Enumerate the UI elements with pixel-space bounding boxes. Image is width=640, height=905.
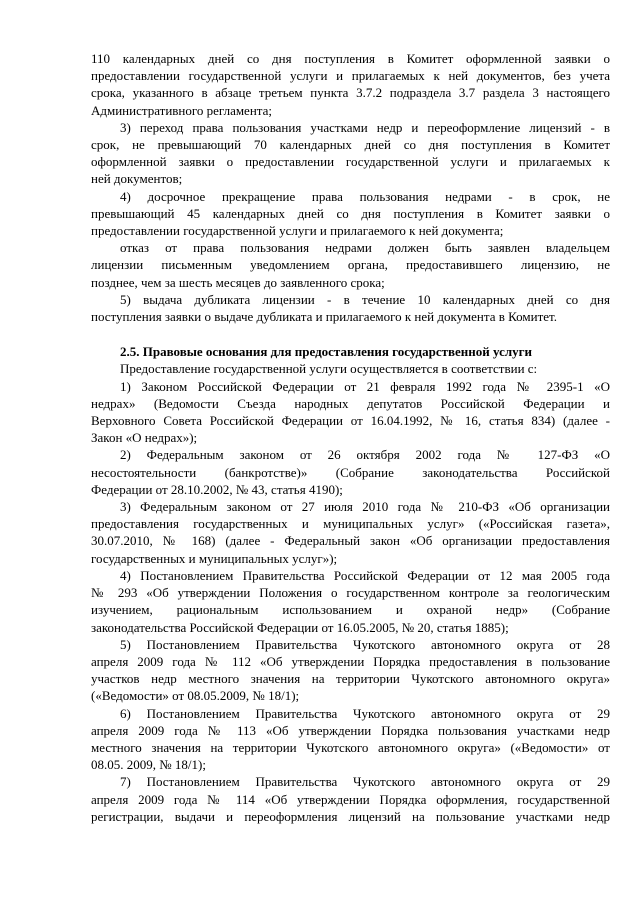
text-line: Предоставление государственной услуги осуществляется в соответствии с: [120, 361, 538, 377]
paragraph-intro [91, 360, 610, 377]
text-line: местного значения на территории Чукотского автономного округа» («Ведомости» от [91, 739, 610, 755]
text-line: Федерации от 28.10.2002, № 43, статья 4190); [91, 481, 343, 497]
text-line: 2) Федеральным законом от 26 октября 2002 года № 127-ФЗ «О [120, 447, 610, 463]
paragraph-law-item-1 [91, 378, 610, 447]
top-text-block [91, 50, 610, 325]
paragraph-item-5 [91, 291, 610, 325]
text-line: 5) выдача дубликата лицензии - в течение 10 календарных дней со дня [120, 291, 610, 307]
paragraph-law-item-3 [91, 498, 610, 567]
text-line: предоставления государственных и муниципальных услуг» («Российская газета», [91, 516, 610, 532]
text-line: («Ведомости» от 08.05.2009, № 18/1); [91, 688, 300, 704]
text-line: 6) Постановлением Правительства Чукотского автономного округа от 29 [120, 705, 610, 721]
paragraph-law-item-2 [91, 446, 610, 498]
text-line: изучением, рациональным использованием и охраной недр» (Собрание [91, 602, 610, 618]
text-line: регистрации, выдачи и переоформления лицензий на пользование участками недр [91, 808, 610, 824]
text-line: 08.05. 2009, № 18/1); [91, 757, 206, 773]
paragraph-law-item-7 [91, 773, 610, 825]
text-line: 30.07.2010, № 168) (далее - Федеральный закон «Об организации предоставления [91, 533, 610, 549]
text-line: превышающий 45 календарных дней со дня поступления в Комитет заявки о [91, 205, 610, 221]
text-line: 3) переход права пользования участками недр и переоформление лицензий - в [120, 119, 610, 135]
text-line: 110 календарных дней со дня поступления в Комитет оформленной заявки о [91, 51, 610, 66]
paragraph-item-4 [91, 188, 610, 240]
text-line: апреля 2009 года № 112 «Об утверждении Порядка предоставления в пользование [91, 653, 610, 669]
text-line: позднее, чем за шесть месяцев до заявленного срока; [91, 274, 385, 290]
text-line: несостоятельности (банкротстве)» (Собрание законодательства Российской [91, 464, 610, 480]
text-line: участков недр местного значения на территории Чукотского автономного округа» [91, 671, 610, 687]
text-line: 7) Постановлением Правительства Чукотского автономного округа от 29 [120, 774, 610, 790]
text-line: лицензии письменным уведомлением органа, предоставившего лицензию, не [91, 257, 610, 273]
text-line: законодательства Российской Федерации от 16.05.2005, № 20, статья 1885); [91, 619, 509, 635]
text-line: предоставлении государственной услуги и прилагаемых к ней документов, без учета [91, 68, 610, 84]
text-line: государственных и муниципальных услуг»); [91, 550, 338, 566]
text-line: 3) Федеральным законом от 27 июля 2010 года № 210-ФЗ «Об организации [120, 499, 610, 515]
text-line: № 293 «Об утверждении Положения о государственном контроле за геологическим [91, 585, 610, 601]
text-line: ней документов; [91, 171, 183, 187]
text-line: 5) Постановлением Правительства Чукотского автономного округа от 28 [120, 636, 610, 652]
text-line: Закон «О недрах»); [91, 430, 198, 446]
text-line: 1) Законом Российской Федерации от 21 февраля 1992 года № 2395-1 «О [120, 378, 610, 394]
text-line: предоставлении государственной услуги и прилагаемого к ней документа; [91, 223, 504, 239]
paragraph-law-item-6 [91, 705, 610, 774]
text-line: срока, указанного в абзаце третьем пункта 3.7.2 подраздела 3.7 раздела 3 настоящего [91, 85, 610, 101]
paragraph-law-item-4 [91, 567, 610, 636]
section-body [91, 360, 610, 824]
text-line: 4) досрочное прекращение права пользования недрами - в срок, не [120, 188, 610, 204]
text-line: срок, не превышающий 70 календарных дней со дня поступления в Комитет [91, 137, 610, 153]
text-line: недрах» (Ведомости Съезда народных депутатов Российской Федерации и [91, 395, 610, 411]
paragraph-refusal [91, 239, 610, 291]
paragraph-deadline-110-days [91, 50, 610, 119]
section-heading: 2.5. Правовые основания для предоставления государственной услуги [120, 344, 533, 360]
text-line: апреля 2009 года № 114 «Об утверждении Порядка оформления, государственной [91, 791, 610, 807]
text-line: поступления заявки о выдаче дубликата и прилагаемого к ней документа в Комитет. [91, 309, 557, 325]
text-line: Верховного Совета Российской Федерации от 16.04.1992, № 16, статья 834) (далее - [91, 413, 610, 429]
text-line: отказ от права пользования недрами должен быть заявлен владельцем [120, 240, 610, 256]
text-line: 4) Постановлением Правительства Российской Федерации от 12 мая 2005 года [120, 567, 610, 583]
text-line: апреля 2009 года № 113 «Об утверждении Порядка пользования участками недр [91, 722, 610, 738]
text-line: оформленной заявки о предоставлении государственной услуги и прилагаемых к [91, 154, 610, 170]
paragraph-item-3 [91, 119, 610, 188]
paragraph-law-item-5 [91, 636, 610, 705]
text-line: Административного регламента; [91, 102, 273, 118]
